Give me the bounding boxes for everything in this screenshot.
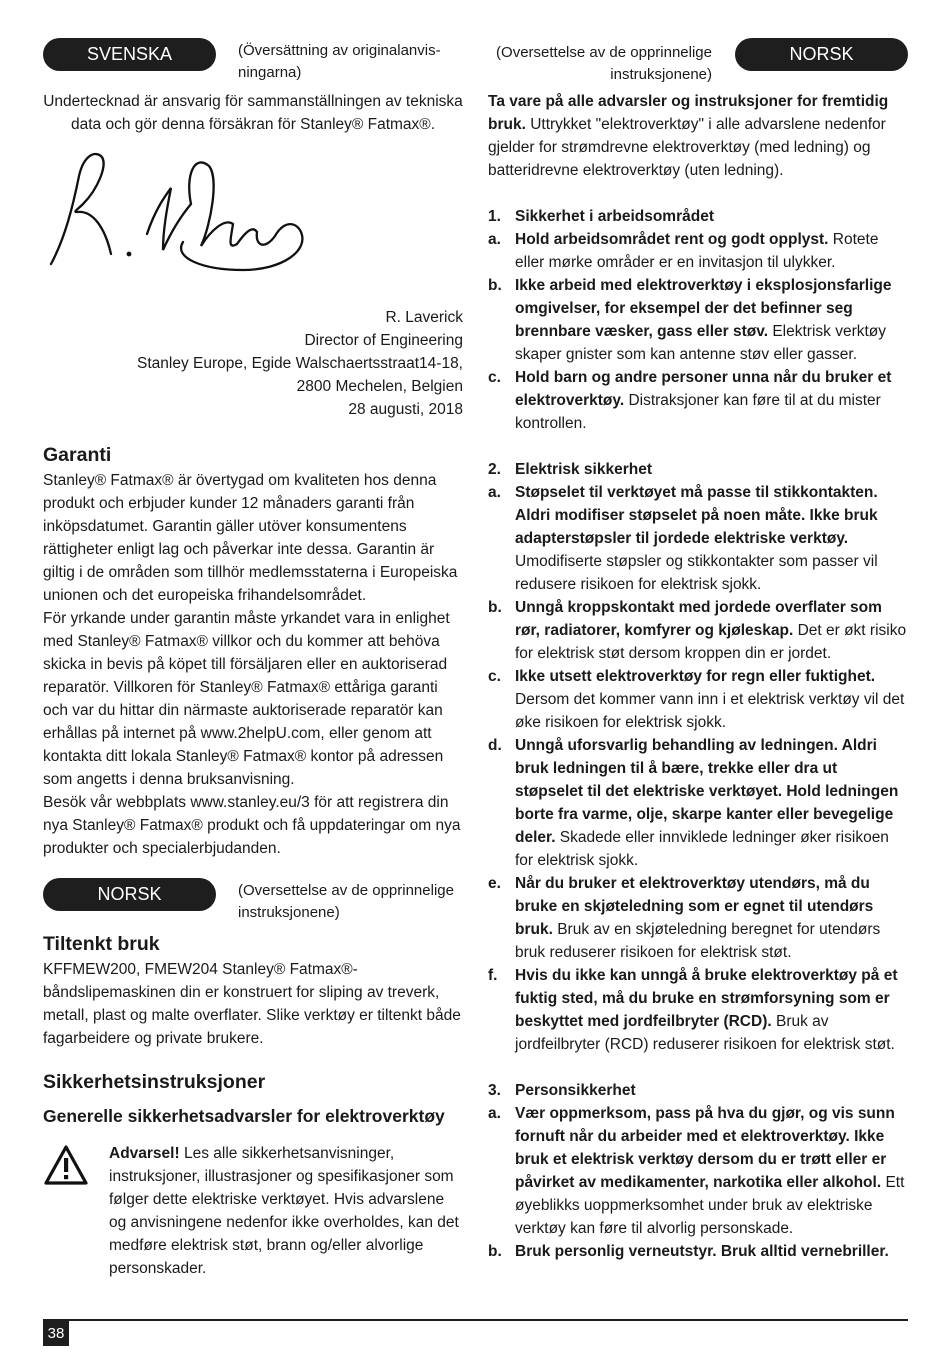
signature-image [43, 146, 313, 276]
translation-note: (Oversettelse av de opprinnelige instruksjonene) [238, 882, 454, 921]
item-marker: a. [488, 231, 501, 248]
list-item [488, 481, 908, 596]
warning-label: Advarsel! [109, 1145, 180, 1162]
item-marker: f. [488, 967, 498, 984]
item-marker: e. [488, 875, 501, 892]
generelle-heading: Generelle sikkerhetsadvarsler for elektroverktøy [43, 1106, 445, 1126]
list-item [488, 274, 908, 366]
section-title: Elektrisk sikkerhet [515, 461, 653, 478]
signatory-block [43, 306, 463, 421]
item-text: Rotete eller mørke områder er en invitasjon til ulykker. [515, 231, 879, 271]
section-number: 3. [488, 1082, 501, 1099]
section-title: Sikkerhet i arbeidsområdet [515, 208, 714, 225]
list-item [488, 228, 908, 274]
signatory-name: R. Laverick [385, 309, 463, 326]
list-item [488, 734, 908, 872]
item-bold-text: Ikke arbeid med elektroverktøy i eksplosjonsfarlige omgivelser, for eksempel der det befinner seg brennbare væsker, gass eller støv. [515, 277, 892, 340]
item-bold-text: Ikke utsett elektroverktøy for regn eller fuktighet. [515, 668, 876, 685]
item-text: Skadede eller innviklede ledninger øker risikoen for elektrisk sjokk. [515, 829, 889, 869]
item-marker: b. [488, 1243, 502, 1260]
garanti-paragraph-3: Besök vår webbplats www.stanley.eu/3 för att registrera din nya Stanley® Fatmax® produkt och få uppdateringar om nya produkter och specialerbjudanden. [43, 794, 461, 857]
intro-body: Uttrykket "elektroverktøy" i alle advarslene nedenfor gjelder for strømdrevne elektroverktøy (med ledning) og batteridrevne elektroverktøy (uten ledning). [488, 116, 886, 179]
item-marker: c. [488, 668, 501, 685]
item-bold-text: Hvis du ikke kan unngå å bruke elektroverktøy på et fuktig sted, må du bruke en strømforsyning som er beskyttet med jordfeilbryter (RCD). [515, 967, 898, 1030]
item-marker: a. [488, 1105, 501, 1122]
list-item [488, 1240, 908, 1263]
signatory-title: Director of Engineering [304, 332, 463, 349]
item-bold-text: Hold arbeidsområdet rent og godt opplyst. [515, 231, 829, 248]
item-bold-text: Når du bruker et elektroverktøy utendørs, må du bruke en skjøteledning som er egnet til utendørs bruk. [515, 875, 874, 938]
list-item [488, 1102, 908, 1240]
signatory-date: 28 augusti, 2018 [348, 401, 463, 418]
item-marker: c. [488, 369, 501, 386]
warning-text: Les alle sikkerhetsanvisninger, instruksjoner, illustrasjoner og spesifikasjoner som følger dette elektriske verktøyet. Hvis advarslene og anvisningene nedenfor ikke overholdes, kan det medføre elektrisk støt, brann og/eller alvorlige personskader. [109, 1145, 459, 1277]
item-text: Distraksjoner kan føre til at du mister kontrollen. [515, 392, 881, 432]
section-number: 1. [488, 208, 501, 225]
item-text: Umodifiserte støpsler og stikkontakter som passer vil redusere risikoen for elektrisk sjokk. [515, 553, 878, 593]
language-badge-norsk: NORSK [43, 878, 216, 911]
garanti-paragraph-1: Stanley® Fatmax® är övertygad om kvaliteten hos denna produkt och erbjuder kunder 12 månaders garanti från inköpsdatumet. Garantin gäller utöver konsumentens rättigheter enligt lag och påverkar inte dessa. Garantin är giltig i de områden som tillhör medlemsstaterna i Europeiska unionen och det europeiska frihandelsområdet. [43, 472, 458, 604]
list-item [488, 964, 908, 1056]
list-item [488, 872, 908, 964]
norsk-header-right [488, 42, 908, 86]
norsk-header [43, 878, 463, 924]
translation-note: (Oversettelse av de opprinnelige instruksjonene) [496, 44, 712, 83]
right-column [488, 42, 908, 1263]
language-badge-norsk: NORSK [735, 38, 908, 71]
warning-triangle-icon [43, 1142, 109, 1280]
language-badge-svenska: SVENSKA [43, 38, 216, 71]
item-text: Ett øyeblikks uoppmerksomhet under bruk av elektriske verktøy kan føre til alvorlig personskade. [515, 1174, 905, 1237]
declaration-text: Undertecknad är ansvarig för sammanställningen av tekniska data och gör denna försäkran för Stanley® Fatmax®. [43, 93, 463, 133]
item-bold-text: Unngå uforsvarlig behandling av ledningen. Aldri bruk ledningen til å bære, trekke eller dra ut støpselet til det elektriske verktøyet. Hold ledningen borte fra varme, olje, skarpe kanter eller bevegelige deler. [515, 737, 899, 846]
warning-block [43, 1142, 463, 1280]
intro-text [488, 90, 908, 182]
list-item [488, 596, 908, 665]
item-bold-text: Hold barn og andre personer unna når du bruker et elektroverktøy. [515, 369, 892, 409]
garanti-paragraph-2: För yrkande under garantin måste yrkandet vara in enlighet med Stanley® Fatmax® villkor och du kommer att behöva skicka in bevis på köpet till försäljaren eller en auktoriserad reparatör. Villkoren för Stanley® Fatmax® ettåriga garanti och var du hittar din närmaste auktoriserade reparatör kan erhållas på internet på www.2helpU.com, eller genom att kontakta ditt lokala Stanley® Fatmax® kontor på adressen som angetts i denna bruksanvisning. [43, 610, 450, 788]
item-bold-text: Bruk personlig verneutstyr. Bruk alltid vernebriller. [515, 1243, 889, 1260]
page-number: 38 [43, 1321, 69, 1346]
svenska-header [43, 38, 463, 84]
left-column [43, 38, 463, 1280]
item-marker: b. [488, 599, 502, 616]
item-text: Bruk av jordfeilbryter (RCD) reduserer risikoen for elektrisk støt. [515, 1013, 895, 1053]
signatory-city: 2800 Mechelen, Belgien [296, 378, 463, 395]
signatory-address: Stanley Europe, Egide Walschaertsstraat14-18, [137, 355, 463, 372]
item-marker: b. [488, 277, 502, 294]
list-item [488, 665, 908, 734]
section-heading [488, 205, 908, 228]
tiltenkt-heading: Tiltenkt bruk [43, 933, 160, 955]
item-marker: a. [488, 484, 501, 501]
section-heading [488, 1079, 908, 1102]
safety-sections [488, 205, 908, 1263]
footer-divider [43, 1319, 908, 1321]
item-bold-text: Støpselet til verktøyet må passe til stikkontakten. Aldri modifiser støpselet på noen måte. Ikke bruk adapterstøpsler til jordede elektriske verktøy. [515, 484, 878, 547]
item-marker: d. [488, 737, 502, 754]
item-text: Det er økt risiko for elektrisk støt dersom kroppen din er jordet. [515, 622, 907, 662]
item-text: Dersom det kommer vann inn i et elektrisk verktøy vil det øke risikoen for elektrisk sjokk. [515, 691, 905, 731]
item-bold-text: Unngå kroppskontakt med jordede overflater som rør, radiatorer, komfyrer og kjøleskap. [515, 599, 882, 639]
section-heading [488, 458, 908, 481]
section-number: 2. [488, 461, 501, 478]
sikkerhet-heading: Sikkerhetsinstruksjoner [43, 1071, 266, 1093]
item-text: Elektrisk verktøy skaper gnister som kan antenne støv eller gasser. [515, 323, 886, 363]
item-text: Bruk av en skjøteledning beregnet for utendørs bruk reduserer risikoen for elektrisk støt. [515, 921, 881, 961]
intro-bold: Ta vare på alle advarsler og instruksjoner for fremtidig bruk. [488, 93, 889, 133]
list-item [488, 366, 908, 435]
garanti-heading: Garanti [43, 444, 112, 466]
item-bold-text: Vær oppmerksom, pass på hva du gjør, og vis sunn fornuft når du arbeider med et elektroverktøy. Ikke bruk et elektrisk verktøy dersom du er trøtt eller er påvirket av medikamenter, narkotika eller alkohol. [515, 1105, 895, 1191]
section-title: Personsikkerhet [515, 1082, 636, 1099]
tiltenkt-text: KFFMEW200, FMEW204 Stanley® Fatmax®-båndslipemaskinen din er konstruert for sliping av treverk, metall, plast og malte overflater. Slike verktøy er tiltenkt både fagarbeidere og private brukere. [43, 961, 461, 1047]
translation-note: (Översättning av originalanvis- ningarna) [238, 42, 441, 81]
